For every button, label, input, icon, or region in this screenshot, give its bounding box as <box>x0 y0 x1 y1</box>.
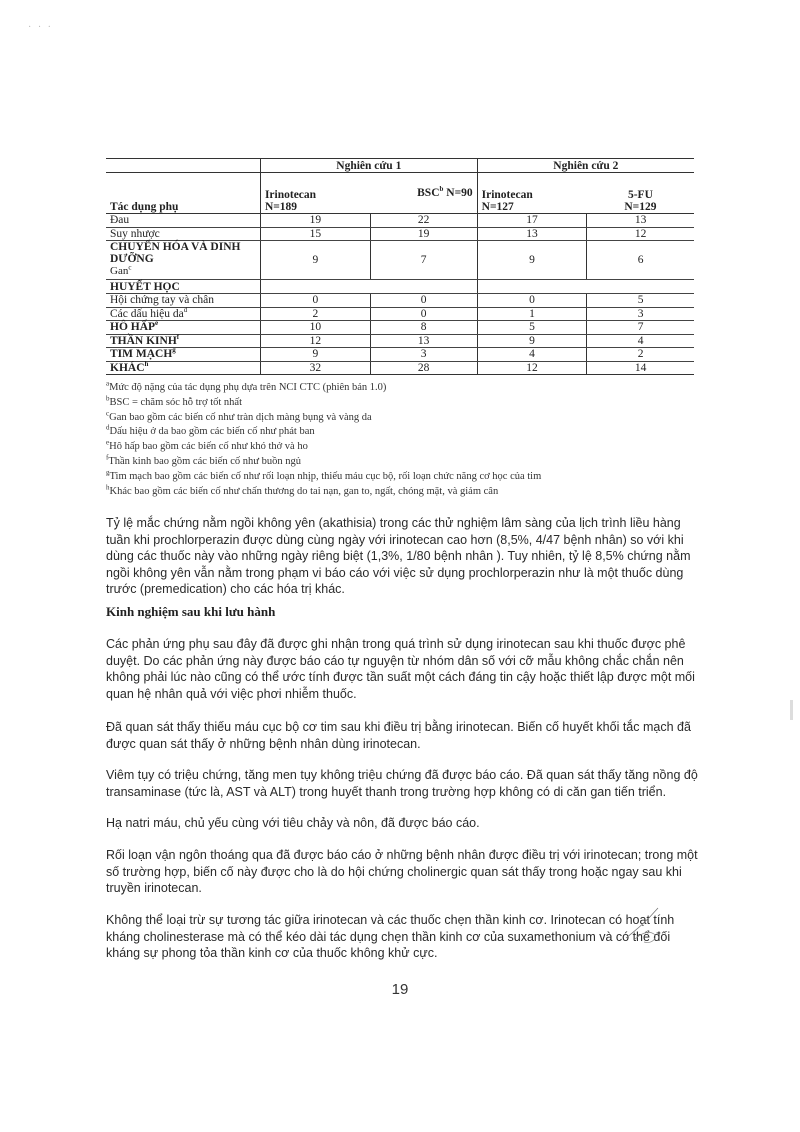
footnote: $^b$BSC = chăm sóc hỗ trợ tốt nhất <box>106 394 243 408</box>
table-row-hand-foot: Hội chứng tay và chân 0 0 0 5 <box>106 294 694 308</box>
paragraph-akathisia: Tỷ lệ mắc chứng nằm ngồi không yên (akathisia) trong các thử nghiệm lâm sàng của lịch trình liều hàng tuần khi prochlorperazin được dùng cùng ngày với irinotecan cao hơn (8,5%, 4/47 bệnh nhân) so với khi dùng các thuốc này vào những ngày riêng biệt (1,3%, 1/80 bệnh nhân ). Tuy nhiên, tỷ lệ 8,5% chứng nằm ngồi không yên vẫn nằm trong phạm vi báo cáo với việc sử dụng prochlorperazin như là một thuốc dùng trước (premedication) cho các hóa trị khác. <box>106 516 691 596</box>
table-row-pain: Đau 19 22 17 13 <box>106 214 694 228</box>
table-row-neurologic: THẦN KINH$^f$ 12 13 9 4 <box>106 334 694 348</box>
study-1-header: Nghiên cứu 1 <box>260 159 477 173</box>
table-row-hematology: HUYẾT HỌC <box>106 280 694 294</box>
paragraph-pancreatitis: Viêm tụy có triệu chứng, tăng men tụy không triệu chứng đã được báo cáo. Đã quan sát thấy tăng nồng độ transaminase (tức là, AST và ALT) trong huyết thanh trong trường hợp không có di căn gan tiến triển. <box>106 768 698 799</box>
section-heading-postmarketing: Kinh nghiệm sau khi lưu hành <box>106 604 276 619</box>
page-number: 19 <box>391 981 409 998</box>
scan-mark: · · · <box>28 22 53 33</box>
column-header-adverse-event: Tác dụng phụ <box>106 173 260 214</box>
paragraph-hyponatremia: Hạ natri máu, chủ yếu cùng với tiêu chảy và nôn, đã được báo cáo. <box>106 816 480 830</box>
footnote: $^c$Gan bao gồm các biến cố như tràn dịch màng bụng và vàng da <box>106 409 372 423</box>
paragraph-interaction: Không thể loại trừ sự tương tác giữa irinotecan và các thuốc chẹn thần kinh cơ. Irinotecan có hoạt tính kháng cholinesterase mà có thể kéo dài tác dụng chẹn thần kinh cơ của suxamethonium và có thể đối kháng sự phong tỏa thần kinh cơ của thuốc không khử cực. <box>106 913 675 960</box>
footnote: $^a$Mức độ nặng của tác dụng phụ dựa trên NCI CTC (phiên bản 1.0) <box>106 379 387 393</box>
footnote: $^f$Thần kinh bao gồm các biến cố như buồn ngủ <box>106 453 301 467</box>
table-row-skin: Các dấu hiệu $da^d$ 2 0 1 3 <box>106 307 694 321</box>
table-row-metabolic: CHUYỂN HÓA VÀ DINH DƯỠNG Gan$^c$ 9 7 9 6 <box>106 241 694 280</box>
paragraph-ischemia: Đã quan sát thấy thiếu máu cục bộ cơ tim sau khi điều trị bằng irinotecan. Biến cố huyết khối tắc mạch đã được quan sát thấy ở những bệnh nhân dùng irinotecan. <box>106 720 691 751</box>
table-header-arms <box>106 173 694 214</box>
arm-5fu-header: 5-FU N=129 <box>587 173 694 214</box>
footnote: $^d$Dấu hiệu ở da bao gồm các biến cố như phát ban <box>106 423 315 438</box>
table-row-cardiovascular: TIM MẠCH$^g$ 9 3 4 2 <box>106 348 694 362</box>
study-2-header: Nghiên cứu 2 <box>477 159 694 173</box>
table-footnotes <box>106 381 706 499</box>
footnote: $^g$Tim mạch bao gồm các biến cố như rối loạn nhịp, thiếu máu cục bộ, rối loạn chức năng cơ học của tim <box>106 468 542 482</box>
arm-bsc-header: BSC$^b$ N=90 <box>370 173 477 214</box>
handwritten-mark-icon <box>616 900 676 950</box>
adverse-events-table <box>106 158 694 375</box>
arm-irinotecan-1-header: Irinotecan N=189 <box>260 173 370 214</box>
paragraph-postmarketing-intro: Các phản ứng phụ sau đây đã được ghi nhận trong quá trình sử dụng irinotecan sau khi thuốc được phê duyệt. Do các phản ứng này được báo cáo tự nguyện từ nhóm dân số với cỡ mẫu không chắc chắn nên không phải lúc nào cũng có thể ước tính được tần suất một cách đáng tin cậy hoặc thiết lập được một mối quan hệ nhân quả với việc phơi nhiễm thuốc. <box>106 637 695 701</box>
table-row-other: KHÁC$^h$ 32 28 12 14 <box>106 361 694 375</box>
table-row-respiratory: HÔ HẤP$^e$ 10 8 5 7 <box>106 321 694 335</box>
scan-edge-mark <box>790 700 793 720</box>
arm-irinotecan-2-header: Irinotecan N=127 <box>477 173 587 214</box>
paragraph-speech-disorder: Rối loạn vận ngôn thoáng qua đã được báo cáo ở những bệnh nhân được điều trị với irinotecan; trong một số trường hợp, biến cố này được cho là do hội chứng cholinergic quan sát thấy trong hoặc ngay sau khi truyền irinotecan. <box>106 848 698 895</box>
footnote: $^e$Hô hấp bao gồm các biến cố như khó thở và ho <box>106 438 308 453</box>
footnote: $^h$Khác bao gồm các biến cố như chấn thương do tai nạn, gan to, ngất, chóng mặt, và giảm cân <box>106 483 499 497</box>
table-header-studies <box>106 159 694 173</box>
table-row-asthenia: Suy nhược 15 19 13 12 <box>106 227 694 241</box>
